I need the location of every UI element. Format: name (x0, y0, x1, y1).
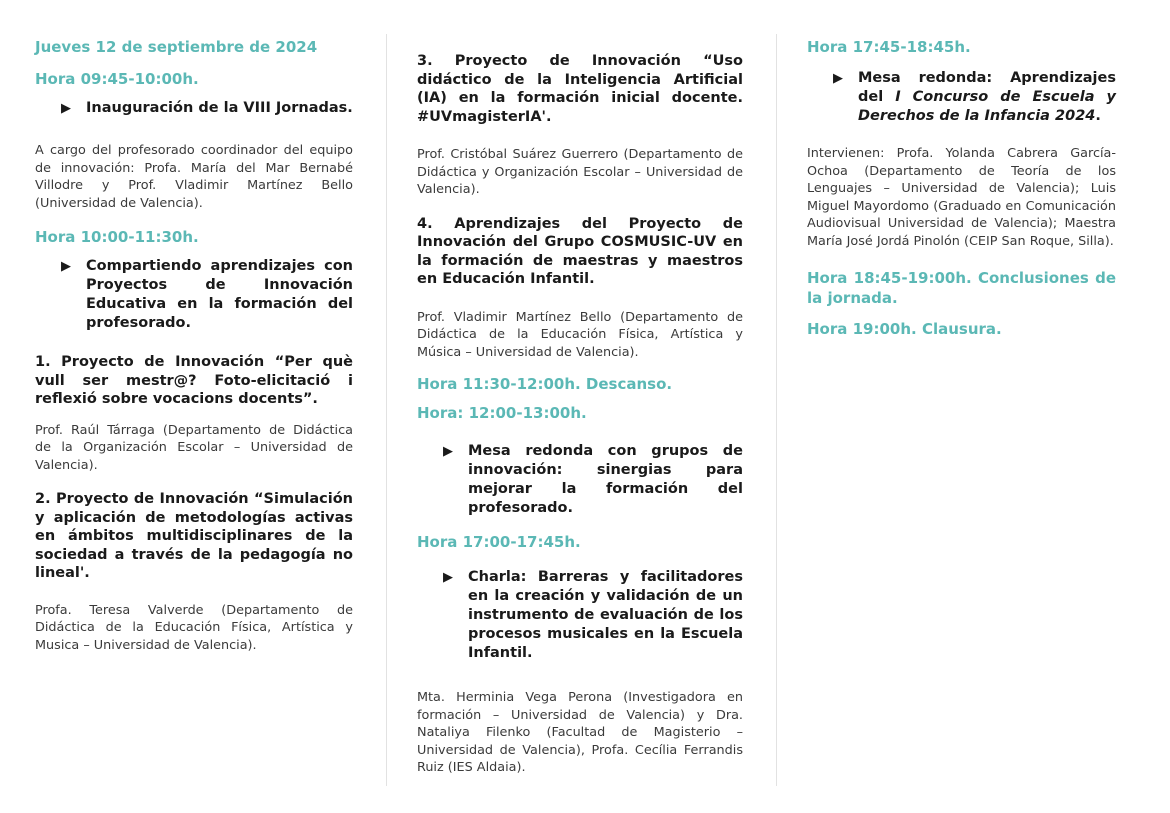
session-title: Mesa redonda con grupos de innovación: sinergias para mejorar la formación del profesorado. (468, 443, 743, 516)
bullet-arrow-icon: ▶ (443, 444, 453, 459)
project-speaker-4: Prof. Vladimir Martínez Bello (Departamento de Didáctica de la Educación Física, Artística y Música – Universidad de Valencia). (417, 309, 743, 360)
program-column-3 (807, 28, 1116, 349)
session-contest-table (833, 69, 1116, 126)
time-slot-1130: Hora 11:30-12:00h. Descanso. (417, 375, 673, 393)
time-slot-1200: Hora: 12:00-13:00h. (417, 404, 587, 422)
session-title (858, 69, 1116, 126)
time-slot-1745: Hora 17:45-18:45h. (807, 38, 971, 56)
session-title-part: Mesa redonda: Aprendizajes del (858, 70, 1116, 105)
time-slot-1700: Hora 17:00-17:45h. (417, 533, 581, 551)
project-title-2: 2. Proyecto de Innovación “Simulación y aplicación de metodologías activas en ámbitos multidisciplinares de la sociedad a través de la pedagogía no lineal'. (35, 491, 353, 581)
bullet-arrow-icon: ▶ (443, 570, 453, 585)
session-speakers: A cargo del profesorado coordinador del equipo de innovación: Profa. María del Mar Bernabé Villodre y Prof. Vladimir Martínez Bello (Universidad de Valencia). (35, 143, 353, 211)
time-slot-1845: Hora 18:45-19:00h. Conclusiones de la jornada. (807, 269, 1116, 307)
talk-speakers: Mta. Herminia Vega Perona (Investigadora en formación – Universidad de Valencia) y Dra. Nataliya Filenko (Facultad de Magisterio – Universidad de Valencia), Profa. Cecília Ferrandis Ruiz (IES Aldaia). (417, 690, 743, 775)
project-title-4: 4. Aprendizajes del Proyecto de Innovación del Grupo COSMUSIC-UV en la formación de maestras y maestros en Educación Infantil. (417, 215, 743, 287)
project-title-3: 3. Proyecto de Innovación “Uso didáctico de la Inteligencia Artificial (IA) en la formación inicial docente. #UVmagisterIA'. (417, 53, 743, 125)
session-projects (61, 257, 353, 333)
session-title: Compartiendo aprendizajes con Proyectos de Innovación Educativa en la formación del profesorado. (86, 258, 353, 331)
session-title: Inauguración de la VIII Jornadas. (86, 100, 353, 116)
project-speaker-2: Profa. Teresa Valverde (Departamento de Didáctica de la Educación Física, Artística y Musica – Universidad de Valencia). (35, 602, 353, 653)
session-talk (443, 568, 743, 663)
session-title-end: . (1095, 108, 1101, 124)
session-opening (61, 99, 353, 118)
project-title-1: 1. Proyecto de Innovación “Per què vull ser mestr@? Foto-elicitació i reflexió sobre vocacions docents”. (35, 354, 353, 407)
time-slot-1900: Hora 19:00h. Clausura. (807, 320, 1002, 338)
session-round-table (443, 442, 743, 518)
column-divider (386, 34, 387, 786)
column-divider (776, 34, 777, 786)
time-slot-1000: Hora 10:00-11:30h. (35, 228, 199, 246)
time-slot-0945: Hora 09:45-10:00h. (35, 70, 199, 88)
event-date: Jueves 12 de septiembre de 2024 (35, 38, 318, 56)
program-column-2 (417, 28, 743, 791)
program-column-1 (35, 28, 353, 668)
bullet-arrow-icon: ▶ (61, 259, 71, 274)
bullet-arrow-icon: ▶ (61, 101, 71, 116)
project-speaker-1: Prof. Raúl Tárraga (Departamento de Didáctica de la Organización Escolar – Universidad de Valencia). (35, 422, 353, 473)
round-table-speakers: Intervienen: Profa. Yolanda Cabrera García-Ochoa (Departamento de Teoría de los Lenguajes – Universidad de Valencia); Luis Miguel Mayordomo (Graduado en Comunicación Audiovisual Universidad de Valencia); Maestra María José Jordá Pinolón (CEIP San Roque, Silla). (807, 146, 1116, 249)
bullet-arrow-icon: ▶ (833, 71, 843, 86)
contest-name: I Concurso de Escuela y Derechos de la Infancia 2024 (858, 89, 1117, 124)
session-title: Charla: Barreras y facilitadores en la creación y validación de un instrumento de evaluación de los procesos musicales en la Escuela Infantil. (468, 569, 743, 661)
project-speaker-3: Prof. Cristóbal Suárez Guerrero (Departamento de Didáctica y Organización Escolar – Universidad de Valencia). (417, 147, 743, 197)
